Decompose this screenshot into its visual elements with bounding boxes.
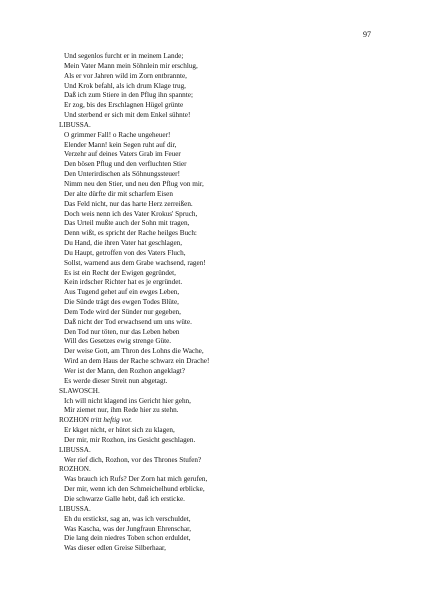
verse-line: Aus Tugend gehet auf ein ewges Leben, (64, 288, 180, 297)
verse-line: Er kkget nicht, er hütet sich zu klagen, (64, 426, 175, 435)
verse-line: Es werde dieser Streit nun abgetagt. (64, 376, 168, 385)
drama-text (59, 52, 399, 554)
verse-line: Du Hand, die ihren Vater hat geschlagen, (64, 239, 183, 248)
verse-line: Als er vor Jahren wild im Zorn entbrannte, (64, 71, 187, 80)
speaker-name: ROZHON. (59, 465, 91, 474)
verse-line: Und Krok befahl, als ich drum Klage trug, (64, 81, 186, 90)
verse-line: Eh du erstickst, sag an, was ich verschuldet, (64, 514, 191, 523)
speaker-name: LIBUSSA. (59, 120, 91, 129)
verse-line: Und segenlos furcht er in meinem Lande; (64, 52, 184, 60)
verse-line: Daß nicht der Tod erwachsend um uns wüte. (64, 317, 192, 326)
speaker-with-direction (59, 416, 399, 426)
speaker-name: LIBUSSA. (59, 504, 91, 513)
verse-line: Kein irdscher Richter hat es je ergründet. (64, 278, 183, 287)
verse-line: O grimmer Fall! o Rache ungeheuer! (64, 130, 171, 139)
verse-line: Will des Gesetzes ewig strenge Güte. (64, 337, 172, 346)
verse-line: Denn wißt, es spricht der Rache heilges Buch: (64, 229, 197, 238)
verse-line: Der mir, mir Rozhon, ins Gesicht geschlagen. (64, 435, 196, 444)
verse-line: Den bösen Pflug und den verfluchten Stier (64, 160, 187, 169)
verse-line: Die Sünde trägt des ewgen Todes Blüte, (64, 298, 179, 307)
verse-line: Wer rief dich, Rozhon, vor des Thrones Stufen? (64, 455, 202, 464)
verse-line: Wird an dem Haus der Rache schwarz ein Drache! (64, 357, 210, 366)
verse-line: Er zog, bis des Erschlagnen Hügel grünte (64, 101, 184, 110)
verse-line: Der weise Gott, am Thron des Lohns die Wache, (64, 347, 204, 356)
stage-direction: tritt heftig vor. (90, 416, 133, 425)
verse-line: Die lang dein niedres Toben schon erduldet, (64, 534, 191, 543)
verse-line: Was Kascha, was der Jungfraun Ehrenschar, (64, 524, 192, 533)
speaker-name: LIBUSSA. (59, 445, 91, 454)
verse-line: Was dieser edlen Greise Silberhaar, (64, 544, 166, 553)
verse-line: Mein Vater Mann mein Söhnlein mir erschlug, (64, 61, 198, 70)
verse-line: Der mir, wenn ich den Schmeichelhund erblicke, (64, 485, 205, 494)
speaker-name: ROZHON (59, 416, 89, 425)
verse-line: Mir ziemet nur, ihm Rede hier zu stehn. (64, 406, 179, 415)
verse-line: Es ist ein Recht der Ewigen gegründet, (64, 268, 176, 277)
verse-line: Nimm neu den Stier, und neu den Pflug von mir, (64, 179, 204, 188)
verse-line: Wer ist der Mann, den Rozhon angeklagt? (64, 367, 185, 375)
page-number: 97 (363, 30, 371, 39)
verse-line: Was brauch ich Rufs? Der Zorn hat mich gerufen, (64, 475, 208, 484)
verse-line: Den Tod nur töten, nur das Leben heben (64, 327, 180, 336)
verse-line: Den Unterirdischen als Söhnungssteuer! (64, 170, 180, 179)
verse-line: Dem Tode wird der Sünder nur gegeben, (64, 307, 181, 316)
verse-line: Daß ich zum Stiere in den Pflug ihn spannte; (64, 91, 193, 100)
verse-line: Elender Mann! kein Segen ruht auf dir, (64, 140, 177, 149)
speaker-name: SLAWOSCH. (59, 386, 100, 395)
verse-line: Doch weis nenn ich des Vater Krokus' Spruch, (64, 209, 198, 218)
verse-line: Ich will nicht klagend ins Gericht hier gehn, (64, 396, 191, 405)
verse-line: Das Urteil mußte auch der Sohn mit tragen, (64, 219, 190, 228)
verse-line: Die schwarze Galle hebt, daß ich ersticke. (64, 494, 185, 503)
verse-line: Das Feld nicht, nur das harte Herz zerreißen. (64, 199, 193, 208)
verse-line: Und sterbend er sich mit dem Enkel sühnte! (64, 111, 191, 120)
verse-line: Der alte dürfte dir mit scharfem Eisen (64, 189, 173, 198)
verse-line: Verzehr auf deines Vaters Grab im Feuer (64, 150, 181, 159)
verse-line: Du Haupt, getroffen von des Vaters Fluch, (64, 248, 186, 257)
verse-line: Sollst, warnend aus dem Grabe wachsend, ragen! (64, 258, 206, 267)
